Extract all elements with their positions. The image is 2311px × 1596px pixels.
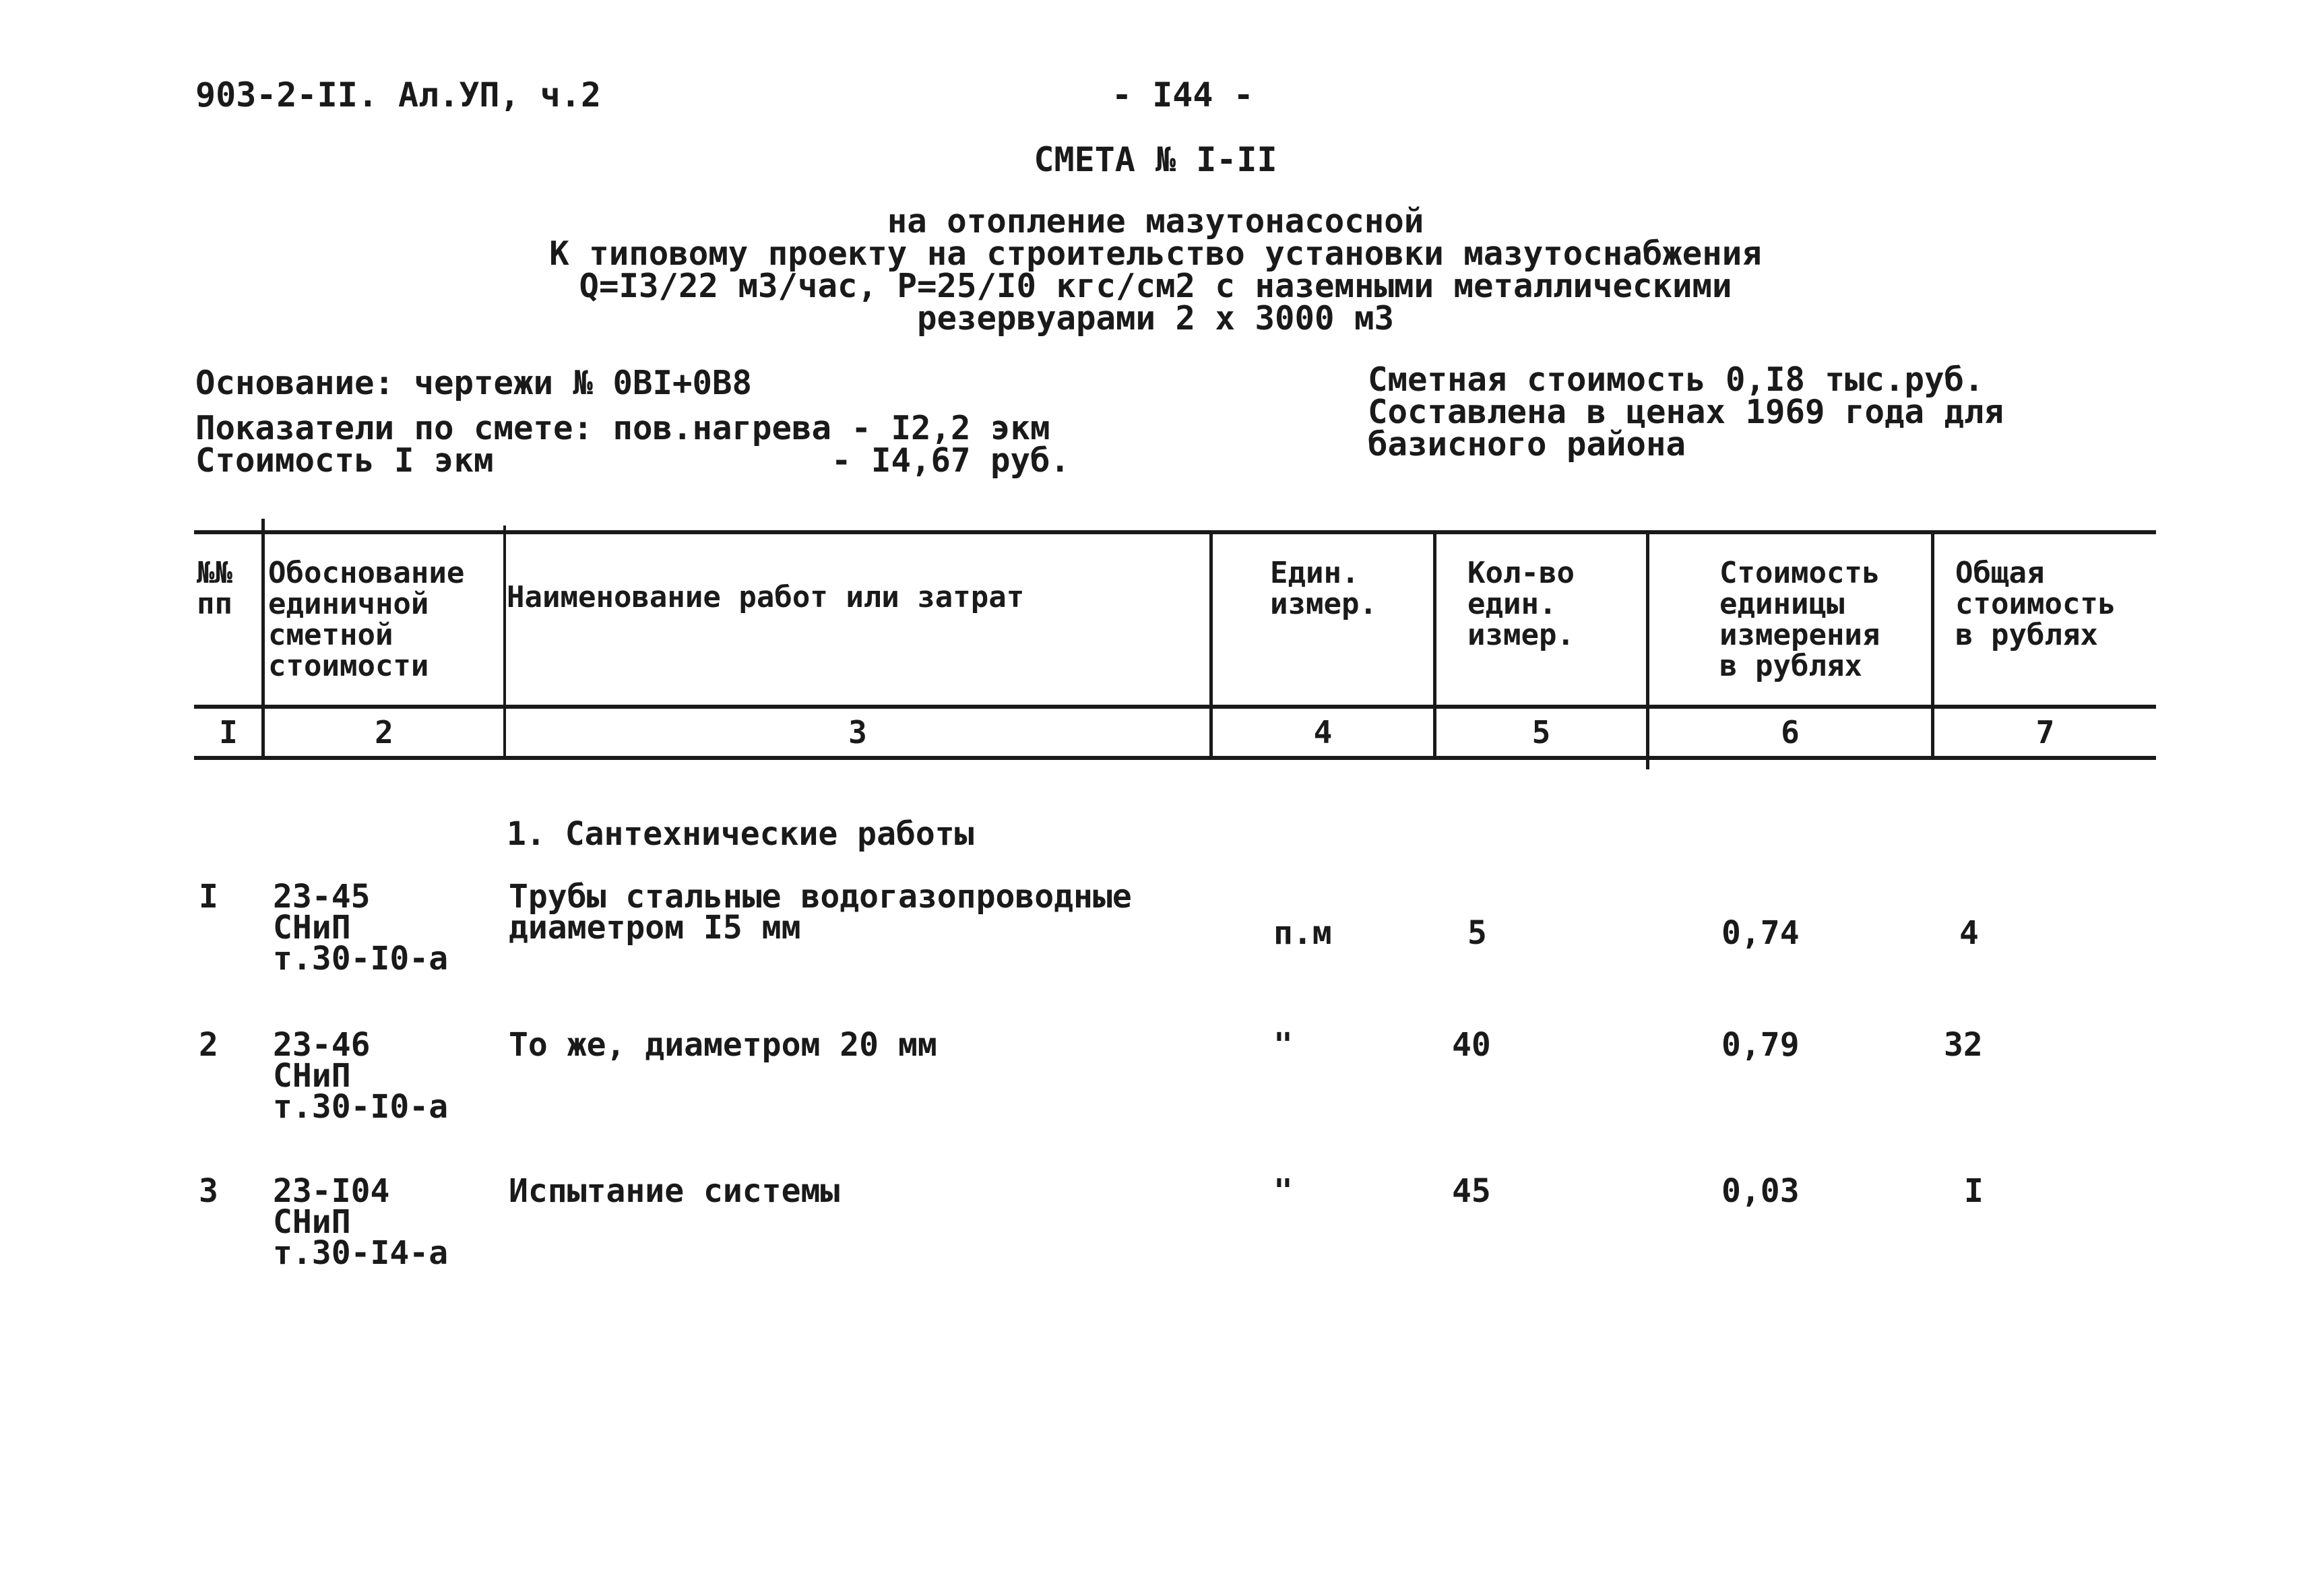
basis-drawings: Основание: чертежи № 0BI+0B8 — [195, 364, 753, 402]
page-number: - I44 - — [1112, 75, 1254, 115]
col-number-6: 6 — [1781, 714, 1800, 751]
estimate-cost-info — [1368, 360, 2004, 464]
estimate-title: СМЕТА № I-II — [1034, 140, 1277, 179]
row-basis: 23-45 СНиП т.30-I0-а — [273, 878, 449, 978]
col-header-unit-cost: Стоимость единицы измерения в рублях — [1719, 556, 1880, 683]
cost-info-line-3: базисного района — [1368, 425, 1686, 464]
row-number: 3 — [199, 1172, 218, 1210]
estimate-subtitle — [0, 202, 2311, 338]
subtitle-line-1: на отопление мазутонасосной — [887, 202, 1424, 241]
document-code: 903-2-II. Ал.УП, ч.2 — [195, 75, 602, 115]
col-number-7: 7 — [2035, 714, 2055, 751]
row-basis: 23-I04 СНиП т.30-I4-а — [273, 1172, 449, 1272]
row-basis: 23-46 СНиП т.30-I0-а — [273, 1026, 449, 1126]
col-header-basis: Обоснование единичной сметной стоимости — [268, 556, 465, 683]
cost-info-line-1: Сметная стоимость 0,I8 тыс.руб. — [1368, 360, 1984, 399]
indicator-heating-surface: Показатели по смете: пов.нагрева - I2,2 экм — [195, 409, 1050, 447]
col-header-number: №№ пп — [197, 556, 232, 621]
col-number-4: 4 — [1313, 714, 1333, 751]
row-unit: " — [1273, 1172, 1293, 1210]
subtitle-line-3: Q=I3/22 м3/час, Р=25/I0 кгс/см2 с наземными металлическими — [579, 267, 1732, 305]
subtitle-line-4: резервуарами 2 х 3000 м3 — [916, 299, 1394, 338]
indicator-unit-cost: Стоимость I экм - I4,67 руб. — [195, 441, 1071, 480]
row-number: 2 — [199, 1026, 218, 1064]
col-number-2: 2 — [375, 714, 393, 751]
row-total: I — [1964, 1172, 1984, 1210]
row-name: Трубы стальные водогазопроводные диаметром I5 мм — [509, 878, 1132, 947]
row-number: I — [199, 878, 218, 916]
row-name: То же, диаметром 20 мм — [509, 1026, 937, 1064]
col-number-5: 5 — [1531, 714, 1551, 751]
estimate-indicators — [195, 409, 1071, 480]
row-unit-cost: 0,03 — [1721, 1172, 1800, 1210]
col-number-1: I — [219, 714, 238, 751]
col-header-total-cost: Общая стоимость в рублях — [1955, 556, 2116, 652]
table-top-rule — [194, 530, 2156, 534]
table-number-rule — [194, 756, 2156, 760]
row-unit-cost: 0,79 — [1721, 1026, 1800, 1064]
row-total: 4 — [1959, 914, 1979, 952]
section-title: 1. Сантехнические работы — [507, 815, 974, 853]
subtitle-line-2: К типовому проекту на строительство установки мазутоснабжения — [549, 234, 1762, 273]
row-unit: п.м — [1273, 914, 1332, 952]
col-number-3: 3 — [848, 714, 867, 751]
col-header-quantity: Кол-во един. измер. — [1467, 556, 1575, 652]
row-quantity: 5 — [1467, 914, 1487, 952]
row-total: 32 — [1944, 1026, 1983, 1064]
row-quantity: 45 — [1452, 1172, 1491, 1210]
row-unit-cost: 0,74 — [1721, 914, 1800, 952]
row-unit: " — [1273, 1026, 1293, 1064]
col-header-name: Наименование работ или затрат — [507, 580, 1025, 614]
table-header-rule — [194, 705, 2156, 709]
row-quantity: 40 — [1452, 1026, 1491, 1064]
row-name: Испытание системы — [509, 1172, 840, 1210]
cost-info-line-2: Составлена в ценах 1969 года для — [1368, 393, 2004, 431]
col-header-unit: Един. измер. — [1270, 556, 1377, 621]
